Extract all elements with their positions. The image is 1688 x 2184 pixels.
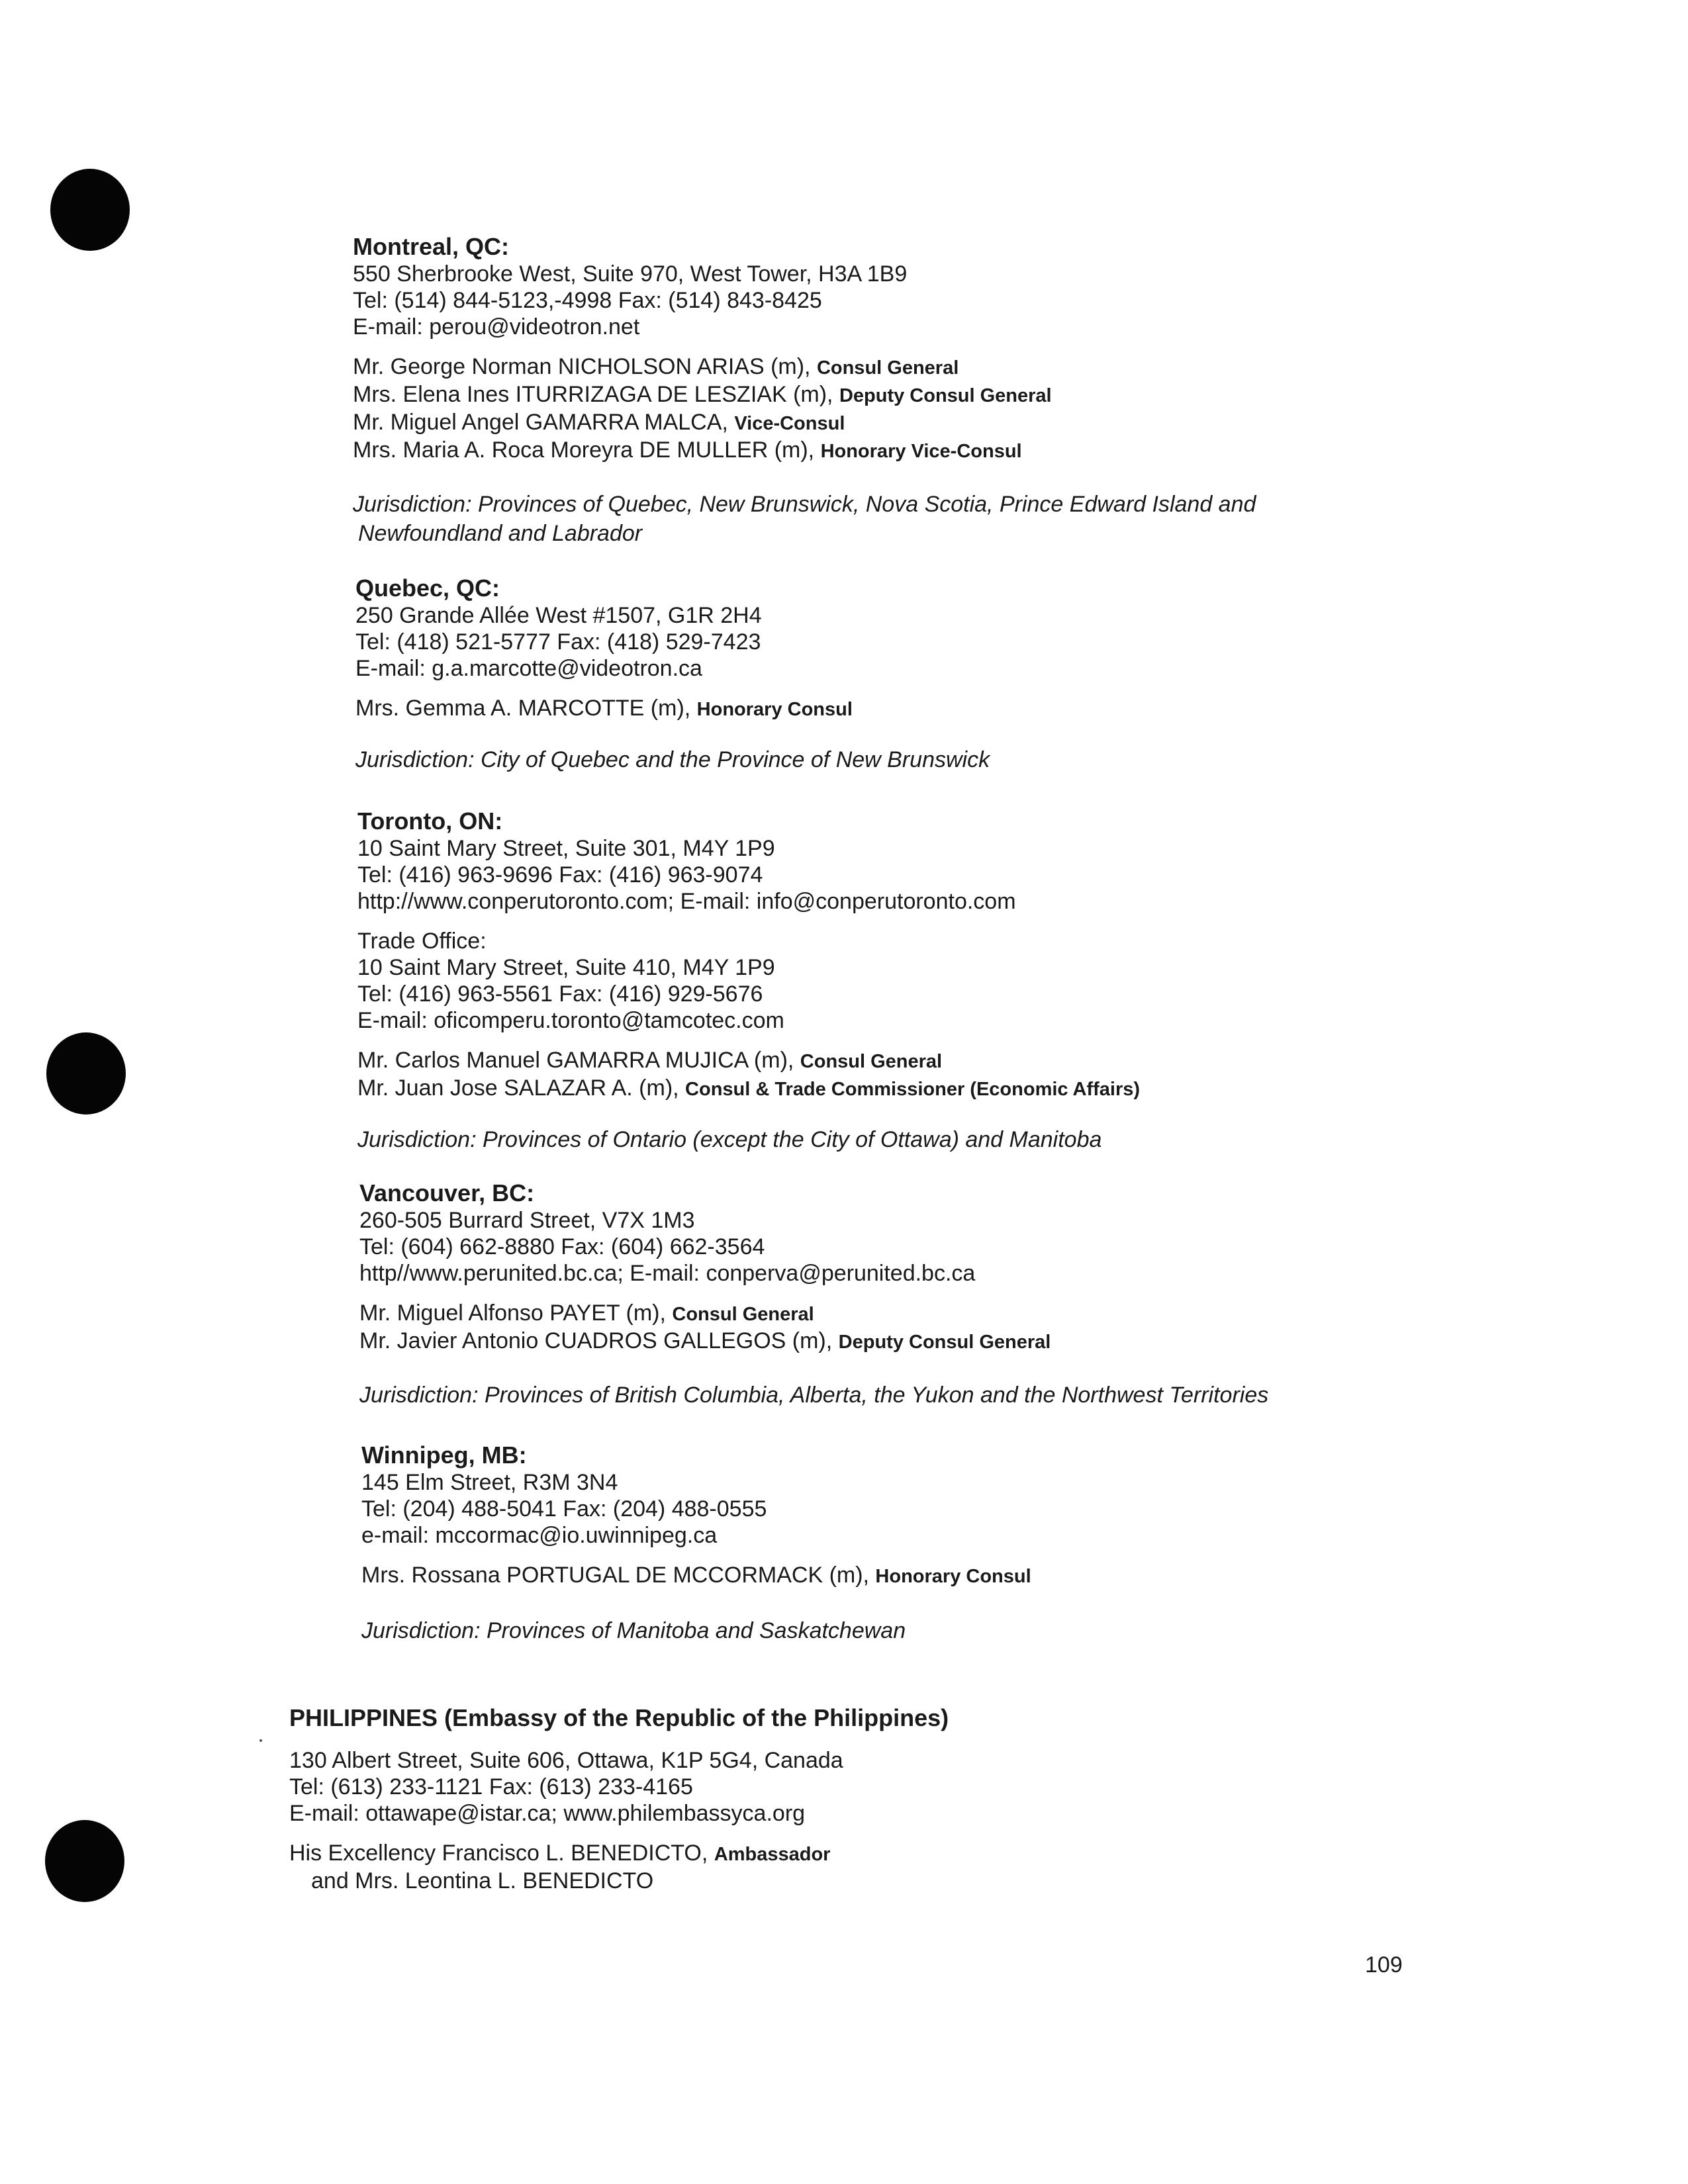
consulate-address: 550 Sherbrooke West, Suite 970, West Tower, H3A 1B9 [353, 261, 908, 287]
trade-office-address: 10 Saint Mary Street, Suite 410, M4Y 1P9 [357, 955, 775, 980]
official-name: Mr. Miguel Alfonso PAYET (m), [359, 1300, 673, 1326]
consulate-address: 145 Elm Street, R3M 3N4 [361, 1470, 618, 1495]
official-role: Consul General [800, 1051, 943, 1072]
official [357, 1075, 1681, 1103]
consulate-tel-fax: Tel: (204) 488-5041 Fax: (204) 488-0555 [361, 1496, 767, 1522]
jurisdiction: Jurisdiction: Provinces of Quebec, New Brunswick, Nova Scotia, Prince Edward Island and [353, 492, 1256, 517]
consulate-montreal [353, 233, 1677, 548]
consulate-contact: http//www.perunited.bc.ca; E-mail: conperva@perunited.bc.ca [359, 1261, 976, 1286]
official [353, 353, 1677, 381]
embassy-contact: E-mail: ottawape@istar.ca; www.philembassyca.org [289, 1801, 806, 1826]
trade-office-tel-fax: Tel: (416) 963-5561 Fax: (416) 929-5676 [357, 981, 763, 1007]
official [359, 1300, 1683, 1328]
official-role: Honorary Vice-Consul [820, 441, 1022, 462]
official [359, 1328, 1683, 1355]
official-name: Mr. Carlos Manuel GAMARRA MUJICA (m), [357, 1048, 800, 1073]
consulate-address: 250 Grande Allée West #1507, G1R 2H4 [355, 603, 762, 628]
consulate-heading: Winnipeg, MB: [361, 1441, 527, 1469]
jurisdiction-continued: Newfoundland and Labrador [358, 521, 643, 546]
embassy-title: PHILIPPINES (Embassy of the Republic of the Philippines) [289, 1704, 949, 1731]
scan-speck [259, 1739, 262, 1742]
consulate-address: 10 Saint Mary Street, Suite 301, M4Y 1P9 [357, 836, 775, 861]
punch-hole-middle [46, 1032, 126, 1115]
consulate-contact: E-mail: g.a.marcotte@videotron.ca [355, 656, 702, 681]
consulate-tel-fax: Tel: (416) 963-9696 Fax: (416) 963-9074 [357, 862, 763, 887]
punch-hole-top [50, 169, 130, 251]
official-role: Consul General [672, 1304, 814, 1325]
ambassador [289, 1840, 1613, 1868]
jurisdiction: Jurisdiction: Provinces of British Columbia, Alberta, the Yukon and the Northwest Territories [359, 1383, 1269, 1408]
consulate-heading: Toronto, ON: [357, 807, 503, 835]
official [355, 695, 1679, 723]
consulate-tel-fax: Tel: (418) 521-5777 Fax: (418) 529-7423 [355, 629, 761, 655]
consulate-heading: Vancouver, BC: [359, 1179, 535, 1206]
embassy-philippines [289, 1704, 1613, 1894]
consulate-heading: Quebec, QC: [355, 574, 500, 602]
consulate-heading: Montreal, QC: [353, 233, 510, 260]
official-name: Mr. Javier Antonio CUADROS GALLEGOS (m), [359, 1328, 839, 1353]
ambassador-name: His Excellency Francisco L. BENEDICTO, [289, 1841, 714, 1866]
official [353, 409, 1677, 437]
official [353, 381, 1677, 409]
official-name: Mrs. Elena Ines ITURRIZAGA DE LESZIAK (m), [353, 382, 839, 407]
official [357, 1047, 1681, 1075]
official-name: Mrs. Maria A. Roca Moreyra DE MULLER (m), [353, 437, 821, 463]
consulate-vancouver [359, 1179, 1683, 1410]
punch-hole-bottom [45, 1820, 124, 1902]
consulate-contact: e-mail: mccormac@io.uwinnipeg.ca [361, 1523, 718, 1548]
consulate-contact: http://www.conperutoronto.com; E-mail: info@conperutoronto.com [357, 889, 1016, 914]
trade-office-contact: E-mail: oficomperu.toronto@tamcotec.com [357, 1008, 784, 1033]
consulate-quebec [355, 574, 1679, 774]
consulate-tel-fax: Tel: (514) 844-5123,-4998 Fax: (514) 843-8425 [353, 288, 822, 313]
consulate-address: 260-505 Burrard Street, V7X 1M3 [359, 1208, 695, 1233]
jurisdiction: Jurisdiction: Provinces of Ontario (except the City of Ottawa) and Manitoba [357, 1127, 1102, 1152]
consulate-contact: E-mail: perou@videotron.net [353, 314, 640, 340]
official [353, 437, 1677, 465]
official-role: Vice-Consul [734, 413, 845, 434]
official-name: Mrs. Rossana PORTUGAL DE MCCORMACK (m), [361, 1563, 876, 1588]
official-role: Consul General [816, 357, 959, 379]
jurisdiction: Jurisdiction: City of Quebec and the Province of New Brunswick [355, 747, 990, 772]
page-number: 109 [1365, 1952, 1403, 1978]
trade-office-label: Trade Office: [357, 929, 487, 954]
official-role: Deputy Consul General [839, 385, 1052, 406]
official-name: Mr. Miguel Angel GAMARRA MALCA, [353, 410, 735, 435]
embassy-address: 130 Albert Street, Suite 606, Ottawa, K1P 5G4, Canada [289, 1748, 843, 1773]
official-role: Consul & Trade Commissioner (Economic Affairs) [685, 1079, 1141, 1100]
jurisdiction: Jurisdiction: Provinces of Manitoba and Saskatchewan [361, 1618, 906, 1643]
embassy-tel-fax: Tel: (613) 233-1121 Fax: (613) 233-4165 [289, 1774, 693, 1799]
consulate-tel-fax: Tel: (604) 662-8880 Fax: (604) 662-3564 [359, 1234, 765, 1259]
consulate-toronto [357, 807, 1681, 1154]
official-name: Mr. George Norman NICHOLSON ARIAS (m), [353, 354, 817, 379]
official [361, 1562, 1685, 1590]
official-name: Mrs. Gemma A. MARCOTTE (m), [355, 696, 697, 721]
official-role: Honorary Consul [875, 1566, 1031, 1587]
consulate-winnipeg [361, 1441, 1685, 1645]
ambassador-role: Ambassador [714, 1844, 831, 1865]
official-name: Mr. Juan Jose SALAZAR A. (m), [357, 1075, 686, 1101]
ambassador-spouse: and Mrs. Leontina L. BENEDICTO [311, 1868, 654, 1893]
official-role: Honorary Consul [696, 699, 853, 720]
official-role: Deputy Consul General [838, 1332, 1051, 1353]
